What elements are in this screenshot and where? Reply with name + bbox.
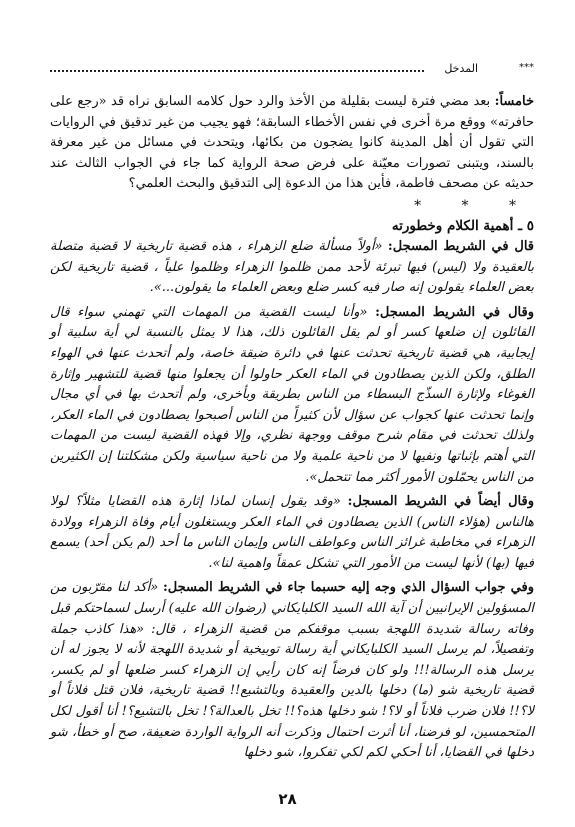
paragraph-fifthly [50, 92, 534, 195]
quote-text: «وقد يقول إنسان لماذا إثارة هذه القضايا مثلاً؟ لولا هالناس (هؤلاء الناس) الذين يصطادون في الماء العكر ويستغلون أيام وفاة الزهراء وولادة الزهراء في مخاطبة غرائز الناس وعواطف الناس وإيمان الناس ما أحد (لم يكن أحد) يسمع فيها (بها) لأنها ليست من الأمور التي تشكل عمقاً واهمية لنا». [50, 494, 534, 571]
quote-text: «أكد لنا مقرّبون من المسؤولين الإيرانيين أن آية الله السيد الكلبايكاني (رضوان الله عليه) أرسل لسماحتكم قبل وفاته رسالة شديدة اللهجة بسبب موقفكم من قضية الزهراء ، قال: «هذا كاذب جملة وتفصيلاً، لم يرسل السيد الكلبايكاني أية رسالة توبيخية أو شديدة اللهجة لأنه لا يجوز له أن يرسل هذه الرسالة!!! ولو كان فرضاً إنه كان رأيي إن الزهراء كسر ضلعها أو لم يكسر، قضية تاريخية شو (ما) دخلها بالدين والعقيدة وبالتشيع!! قضية تاريخية، فلان قتل فلاناً أو لا؟!! فلان ضرب فلاناً أو لا؟! شو دخلها هذه؟!! تخل بالعدالة؟! تخل بالتشيع؟! أنا أقول لكل المتحمسين، لو فرضنا، أنا أثرت احتمال وذكرت أنه الرواية الواردة ضعيفة، صح أو خطأ، شو دخلها في القضايا، أنا أحكي لكم لكي تفكروا، شو دخلها [50, 580, 534, 761]
header-marker: *** [519, 62, 534, 73]
section-separator: * * * [414, 197, 534, 214]
paragraph-lead: وقال أيضاً في الشريط المسجل: [347, 494, 534, 510]
paragraph-lead: خامساً: [494, 94, 534, 109]
quote-text: «أولاً مسألة ضلع الزهراء ، هذه قضية تاريخية لا قضية متصلة بالعقيدة ولا (ليس) فيها تبرئة لأحد ممن ظلموا الزهراء وظلموا علياً ، قضية تاريخية لكن بعض العلماء يقولون إنه صار فيه كسر ضلع وبعض العلماء ما يقولون...». [50, 238, 534, 296]
quote-text: «وأنا ليست القضية من المهمات التي تهمني سواء قال القائلون إن ضلعها كسر أو لم يقل القائلون ذلك، هذا لا يمثل بالنسبة لي أية سلبية أو إيجابية، هي قضية تاريخية تحدثت عنها في دائرة ضيقة خاصة، ولم أتحدث عنها في الهواء الطلق، ولكن الذين يصطادون في الماء العكر حاولوا أن يجعلوا منها قضية للتشهير وإثارة الغوغاء ولإثارة السذّج البسطاء من الناس بطريقة وبأخرى، ولم أتحدث بها في أي مجال وإنما تحدثت عنها كجواب عن سؤال لأن كثيراً من الناس أصبحوا يصطادون في الماء العكر، ولذلك تحدثت في مقام شرح موقف ووجهة نظري، وإلا فهذه القضية ليست من المهمات التي أهتم بإثباتها ونفيها لا من ناحية علمية ولا من ناحية سياسية ولكن مشكلتنا إن الكثيرين من الناس يحمّلون الأمور أكثر مما تتحمل». [50, 304, 534, 485]
paragraph-lead: وقال في الشريط المسجل: [375, 304, 534, 320]
page-body [50, 92, 534, 764]
paragraph-lead: قال في الشريط المسجل: [387, 238, 534, 254]
section-heading: ٥ ـ أهمية الكلام وخطورته [391, 217, 534, 234]
paragraph-lead: وفي جواب السؤال الذي وجه إليه حسبما جاء في الشريط المسجل: [162, 580, 535, 596]
header-rule [50, 70, 424, 72]
running-title: المدخل [444, 62, 478, 75]
paragraph-quote-1 [50, 237, 534, 299]
paragraph-quote-4 [50, 578, 534, 763]
running-head [50, 62, 534, 82]
paragraph-quote-3 [50, 492, 534, 574]
paragraph-quote-2 [50, 303, 534, 488]
paragraph-text: بعد مضي فترة ليست بقليلة من الأخذ والرد حول كلامه السابق نراه قد «رجع على حافرته» ووقع مرة أخرى في نفس الأخطاء السابقة؛ فهو يجيب من غير تدقيق في الروايات التي تقول أن أهل المدينة كانوا يضجون من بكائها، ويتحدث في مسائل من غير معرفة بالسند، ويتبنى تصورات معيّنة على فرض صحة الرواية كما جاء في الجواب الثالث عند حديثه عن مصحف فاطمة، فأين هذا من الدعوة إلى التدقيق والبحث العلمي؟ [50, 94, 535, 192]
page-number: ٢٨ [278, 790, 297, 808]
